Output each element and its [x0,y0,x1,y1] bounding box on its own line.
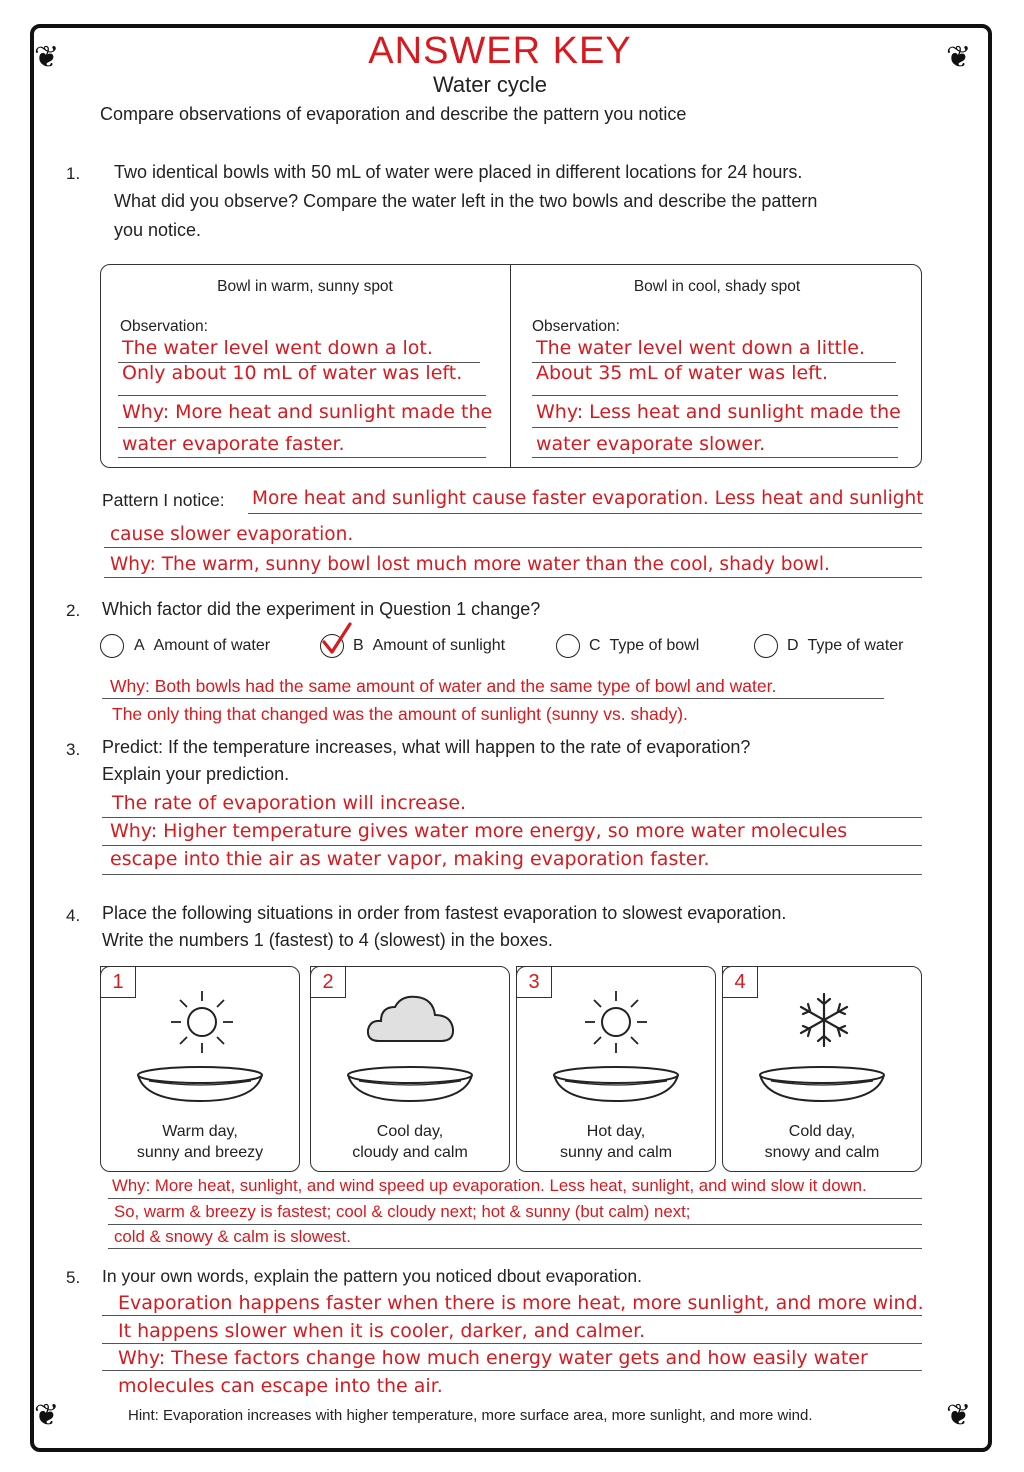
bowl-icon [135,1065,265,1105]
answer-line: water evaporate slower. [536,433,766,455]
corner-ornament-bottom-left: ❦ [34,1398,60,1433]
page-subtitle: Water cycle [432,72,548,97]
option-c-radio[interactable] [556,634,580,658]
pattern-answer: cause slower evaporation. [110,524,354,545]
answer-line: Why: More heat and sunlight made the [122,401,493,423]
cloud-icon [365,991,457,1047]
question-number: 4. [66,906,81,925]
option-a-radio[interactable] [100,634,124,658]
question-number: 3. [66,740,81,759]
answer-line: The only thing that changed was the amount of sunlight (sunny vs. shady). [112,704,688,724]
situation-card [722,966,922,1172]
answer-line: About 35 mL of water was left. [536,362,829,384]
pattern-answer: Why: The warm, sunny bowl lost much more water than the cool, shady bowl. [110,554,830,575]
question-text: Place the following situations in order from fastest evaporation to slowest evaporation. Write the numbers 1 (fastest) to 4 (slowest) in the boxes. [102,903,787,950]
observation-label: Observation: [532,318,620,335]
rank-box[interactable]: 1 [100,966,136,998]
card-caption: Cool day, cloudy and calm [352,1123,468,1161]
table-divider [510,264,511,468]
answer-line: Why: More heat, sunlight, and wind speed up evaporation. Less heat, sunlight, and wind slow it down. [112,1176,867,1195]
answer-line: escape into thie air as water vapor, making evaporation faster. [110,848,710,870]
card-caption: Warm day, sunny and breezy [136,1123,264,1161]
pattern-label: Pattern I notice: [102,490,225,510]
card-caption: Cold day, snowy and calm [764,1123,880,1161]
option-c-label: C Type of bowl [589,637,700,654]
card-caption: Hot day, sunny and calm [559,1123,673,1161]
corner-ornament-top-right: ❦ [946,40,972,75]
option-d-radio[interactable] [754,634,778,658]
answer-line: Why: Less heat and sunlight made the [536,401,901,423]
rank-box[interactable]: 2 [310,966,346,998]
sun-icon [583,989,649,1055]
corner-ornament-bottom-right: ❦ [946,1398,972,1433]
bowl-icon [757,1065,887,1105]
answer-line: The rate of evaporation will increase. [112,792,467,814]
answer-line: Why: These factors change how much energy water gets and how easily water [118,1347,868,1369]
bowl-icon [551,1065,681,1105]
answer-line: cold & snowy & calm is slowest. [114,1227,351,1246]
answer-line: molecules can escape into the air. [118,1375,443,1397]
option-d-label: D Type of water [787,637,904,654]
question-number: 1. [66,164,81,183]
answer-line: Only about 10 mL of water was left. [122,362,463,384]
question-number: 5. [66,1268,81,1287]
column-heading-shady: Bowl in cool, shady spot [633,278,801,295]
answer-line: The water level went down a little. [536,337,865,359]
instruction-text: Compare observations of evaporation and describe the pattern you notice [100,104,687,124]
answer-line: Why: Both bowls had the same amount of water and the same type of bowl and water. [110,676,777,696]
answer-line: Why: Higher temperature gives water more energy, so more water molecules [110,820,848,842]
question-number: 2. [66,601,81,620]
question-text: In your own words, explain the pattern you noticed dbout evaporation. [102,1266,642,1286]
answer-line: So, warm & breezy is fastest; cool & cloudy next; hot & sunny (but calm) next; [114,1202,691,1221]
page-title: ANSWER KEY [368,30,632,72]
option-a-label: A Amount of water [134,637,271,654]
situation-card [100,966,300,1172]
column-heading-sunny: Bowl in warm, sunny spot [217,278,393,295]
question-text: Two identical bowls with 50 mL of water were placed in different locations for 24 hours. What did you observe? Compare the water left in the two bowls and describe the pattern you notice. [114,162,818,240]
pattern-answer: More heat and sunlight cause faster evaporation. Less heat and sunlight [252,488,924,509]
snowflake-icon [797,991,851,1049]
situation-card [516,966,716,1172]
option-b-label: B Amount of sunlight [353,637,506,654]
answer-line: It happens slower when it is cooler, darker, and calmer. [118,1320,646,1342]
question-text: Predict: If the temperature increases, what will happen to the rate of evaporation? Explain your prediction. [102,737,751,784]
rank-box[interactable]: 3 [516,966,552,998]
answer-line: water evaporate faster. [122,433,345,455]
rank-box[interactable]: 4 [722,966,758,998]
answer-line: Evaporation happens faster when there is more heat, more sunlight, and more wind. [118,1292,924,1314]
observation-label: Observation: [120,318,208,335]
corner-ornament-top-left: ❦ [34,40,60,75]
question-text: Which factor did the experiment in Question 1 change? [102,599,541,619]
answer-line: The water level went down a lot. [122,337,433,359]
bowl-icon [345,1065,475,1105]
situation-card [310,966,510,1172]
checkmark-icon [318,620,354,660]
sun-icon [169,989,235,1055]
hint-text: Hint: Evaporation increases with higher temperature, more surface area, more sunlight, and more wind. [128,1407,813,1424]
